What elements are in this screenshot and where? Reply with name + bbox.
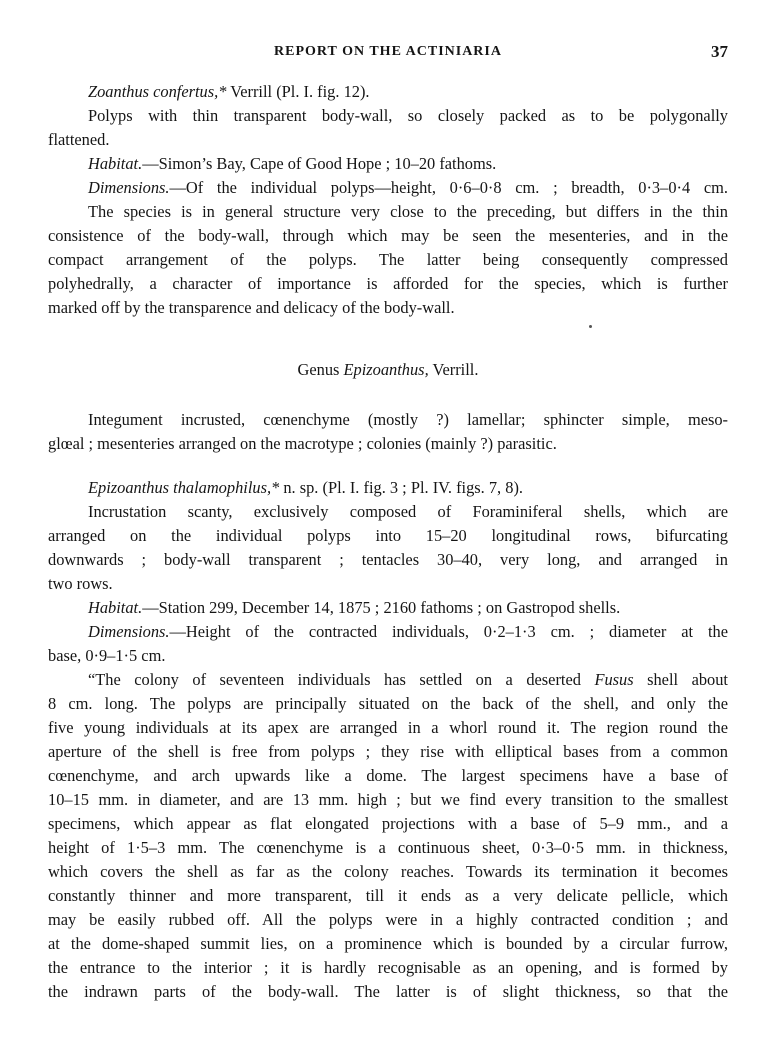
paragraph-line: compact arrangement of the polyps. The latter being consequently compressed	[48, 250, 728, 269]
dimensions-text: —Of the individual polyps—height, 0·6–0·8 cm. ; breadth, 0·3–0·4 cm.	[169, 178, 728, 197]
paragraph-line: consistence of the body-wall, through which may be seen the mesenteries, and in the	[48, 226, 728, 245]
paragraph-line: The species is in general structure very close to the preceding, but differs in the thin	[88, 202, 728, 221]
page-header	[48, 44, 728, 66]
paragraph-line: glœal ; mesenteries arranged on the macrotype ; colonies (mainly ?) parasitic.	[48, 434, 557, 453]
paragraph-line: Incrustation scanty, exclusively composed of Foraminiferal shells, which are	[88, 502, 728, 521]
quote-line: cœnenchyme, and arch upwards like a dome. The largest specimens have a base of	[48, 766, 728, 785]
quote-line: the entrance to the interior ; it is hardly recognisable as an opening, and is formed by	[48, 958, 728, 977]
quote-line: specimens, which appear as flat elongated projections with a base of 5–9 mm., and a	[48, 814, 728, 833]
paragraph-line: arranged on the individual polyps into 15–20 longitudinal rows, bifurcating	[48, 526, 728, 545]
genus-heading	[48, 358, 728, 382]
quote-line: the indrawn parts of the body-wall. The latter is of slight thickness, so that the	[48, 982, 728, 1001]
paragraph-line: two rows.	[48, 574, 113, 593]
quote-text: shell about	[633, 670, 728, 689]
quote-line: height of 1·5–3 mm. The cœnenchyme is a continuous sheet, 0·3–0·5 mm. in thickness,	[48, 838, 728, 857]
quote-line: five young individuals at its apex are arranged in a whorl round it. The region round the	[48, 718, 728, 737]
dimensions-label: Dimensions.	[88, 622, 170, 641]
page-body	[48, 80, 728, 1004]
species-name: Zoanthus confertus,*	[88, 82, 227, 101]
species-heading-zoanthus-confertus	[48, 80, 728, 104]
species-reference: n. sp. (Pl. I. fig. 3 ; Pl. IV. figs. 7, 8).	[279, 478, 523, 497]
paragraph-line: polyhedrally, a character of importance is afforded for the species, which is further	[48, 274, 728, 293]
quote-line: aperture of the shell is free from polyps ; they rise with elliptical bases from a common	[48, 742, 728, 761]
paragraph-line: Polyps with thin transparent body-wall, so closely packed as to be polygonally	[88, 106, 728, 125]
page-number: 37	[711, 42, 728, 61]
dimensions-line	[48, 176, 728, 200]
paragraph-line: base, 0·9–1·5 cm.	[48, 646, 166, 665]
running-title: REPORT ON THE ACTINIARIA	[274, 44, 502, 59]
quote-text: “The colony of seventeen individuals has settled on a deserted	[88, 670, 595, 689]
dimensions-label: Dimensions.	[88, 178, 170, 197]
genus-prefix: Genus	[297, 360, 344, 379]
paragraph-line: downwards ; body-wall transparent ; tentacles 30–40, very long, and arranged in	[48, 550, 728, 569]
stray-ink-dot	[589, 325, 592, 328]
quote-line: 10–15 mm. in diameter, and are 13 mm. high ; but we find every transition to the smallest	[48, 790, 728, 809]
species-reference: Verrill (Pl. I. fig. 12).	[226, 82, 370, 101]
habitat-line	[48, 152, 728, 176]
habitat-text: —Station 299, December 14, 1875 ; 2160 fathoms ; on Gastropod shells.	[142, 598, 621, 617]
habitat-text: —Simon’s Bay, Cape of Good Hope ; 10–20 fathoms.	[142, 154, 497, 173]
paragraph-line: flattened.	[48, 130, 110, 149]
quote-line: constantly thinner and more transparent, till it ends as a very delicate pellicle, which	[48, 886, 728, 905]
quote-line: which covers the shell as far as the colony reaches. Towards its termination it becomes	[48, 862, 728, 881]
quote-line	[48, 668, 728, 692]
quote-line: at the dome-shaped summit lies, on a prominence which is bounded by a circular furrow,	[48, 934, 728, 953]
paragraph-line: Integument incrusted, cœnenchyme (mostly ?) lamellar; sphincter simple, meso-	[88, 410, 728, 429]
habitat-label: Habitat.	[88, 598, 143, 617]
species-heading-epizoanthus-thalamophilus	[48, 476, 728, 500]
paragraph-line: marked off by the transparence and delicacy of the body-wall.	[48, 298, 455, 317]
genus-name: Epizoanthus,	[343, 360, 429, 379]
genus-fusus: Fusus	[594, 670, 634, 689]
habitat-label: Habitat.	[88, 154, 143, 173]
dimensions-line	[48, 620, 728, 644]
quote-line: 8 cm. long. The polyps are principally situated on the back of the shell, and only the	[48, 694, 728, 713]
genus-author: Verrill.	[428, 360, 479, 379]
dimensions-text: —Height of the contracted individuals, 0·2–1·3 cm. ; diameter at the	[169, 622, 728, 641]
species-name: Epizoanthus thalamophilus,*	[88, 478, 280, 497]
quote-line: may be easily rubbed off. All the polyps were in a highly contracted condition ; and	[48, 910, 728, 929]
habitat-line	[48, 596, 728, 620]
